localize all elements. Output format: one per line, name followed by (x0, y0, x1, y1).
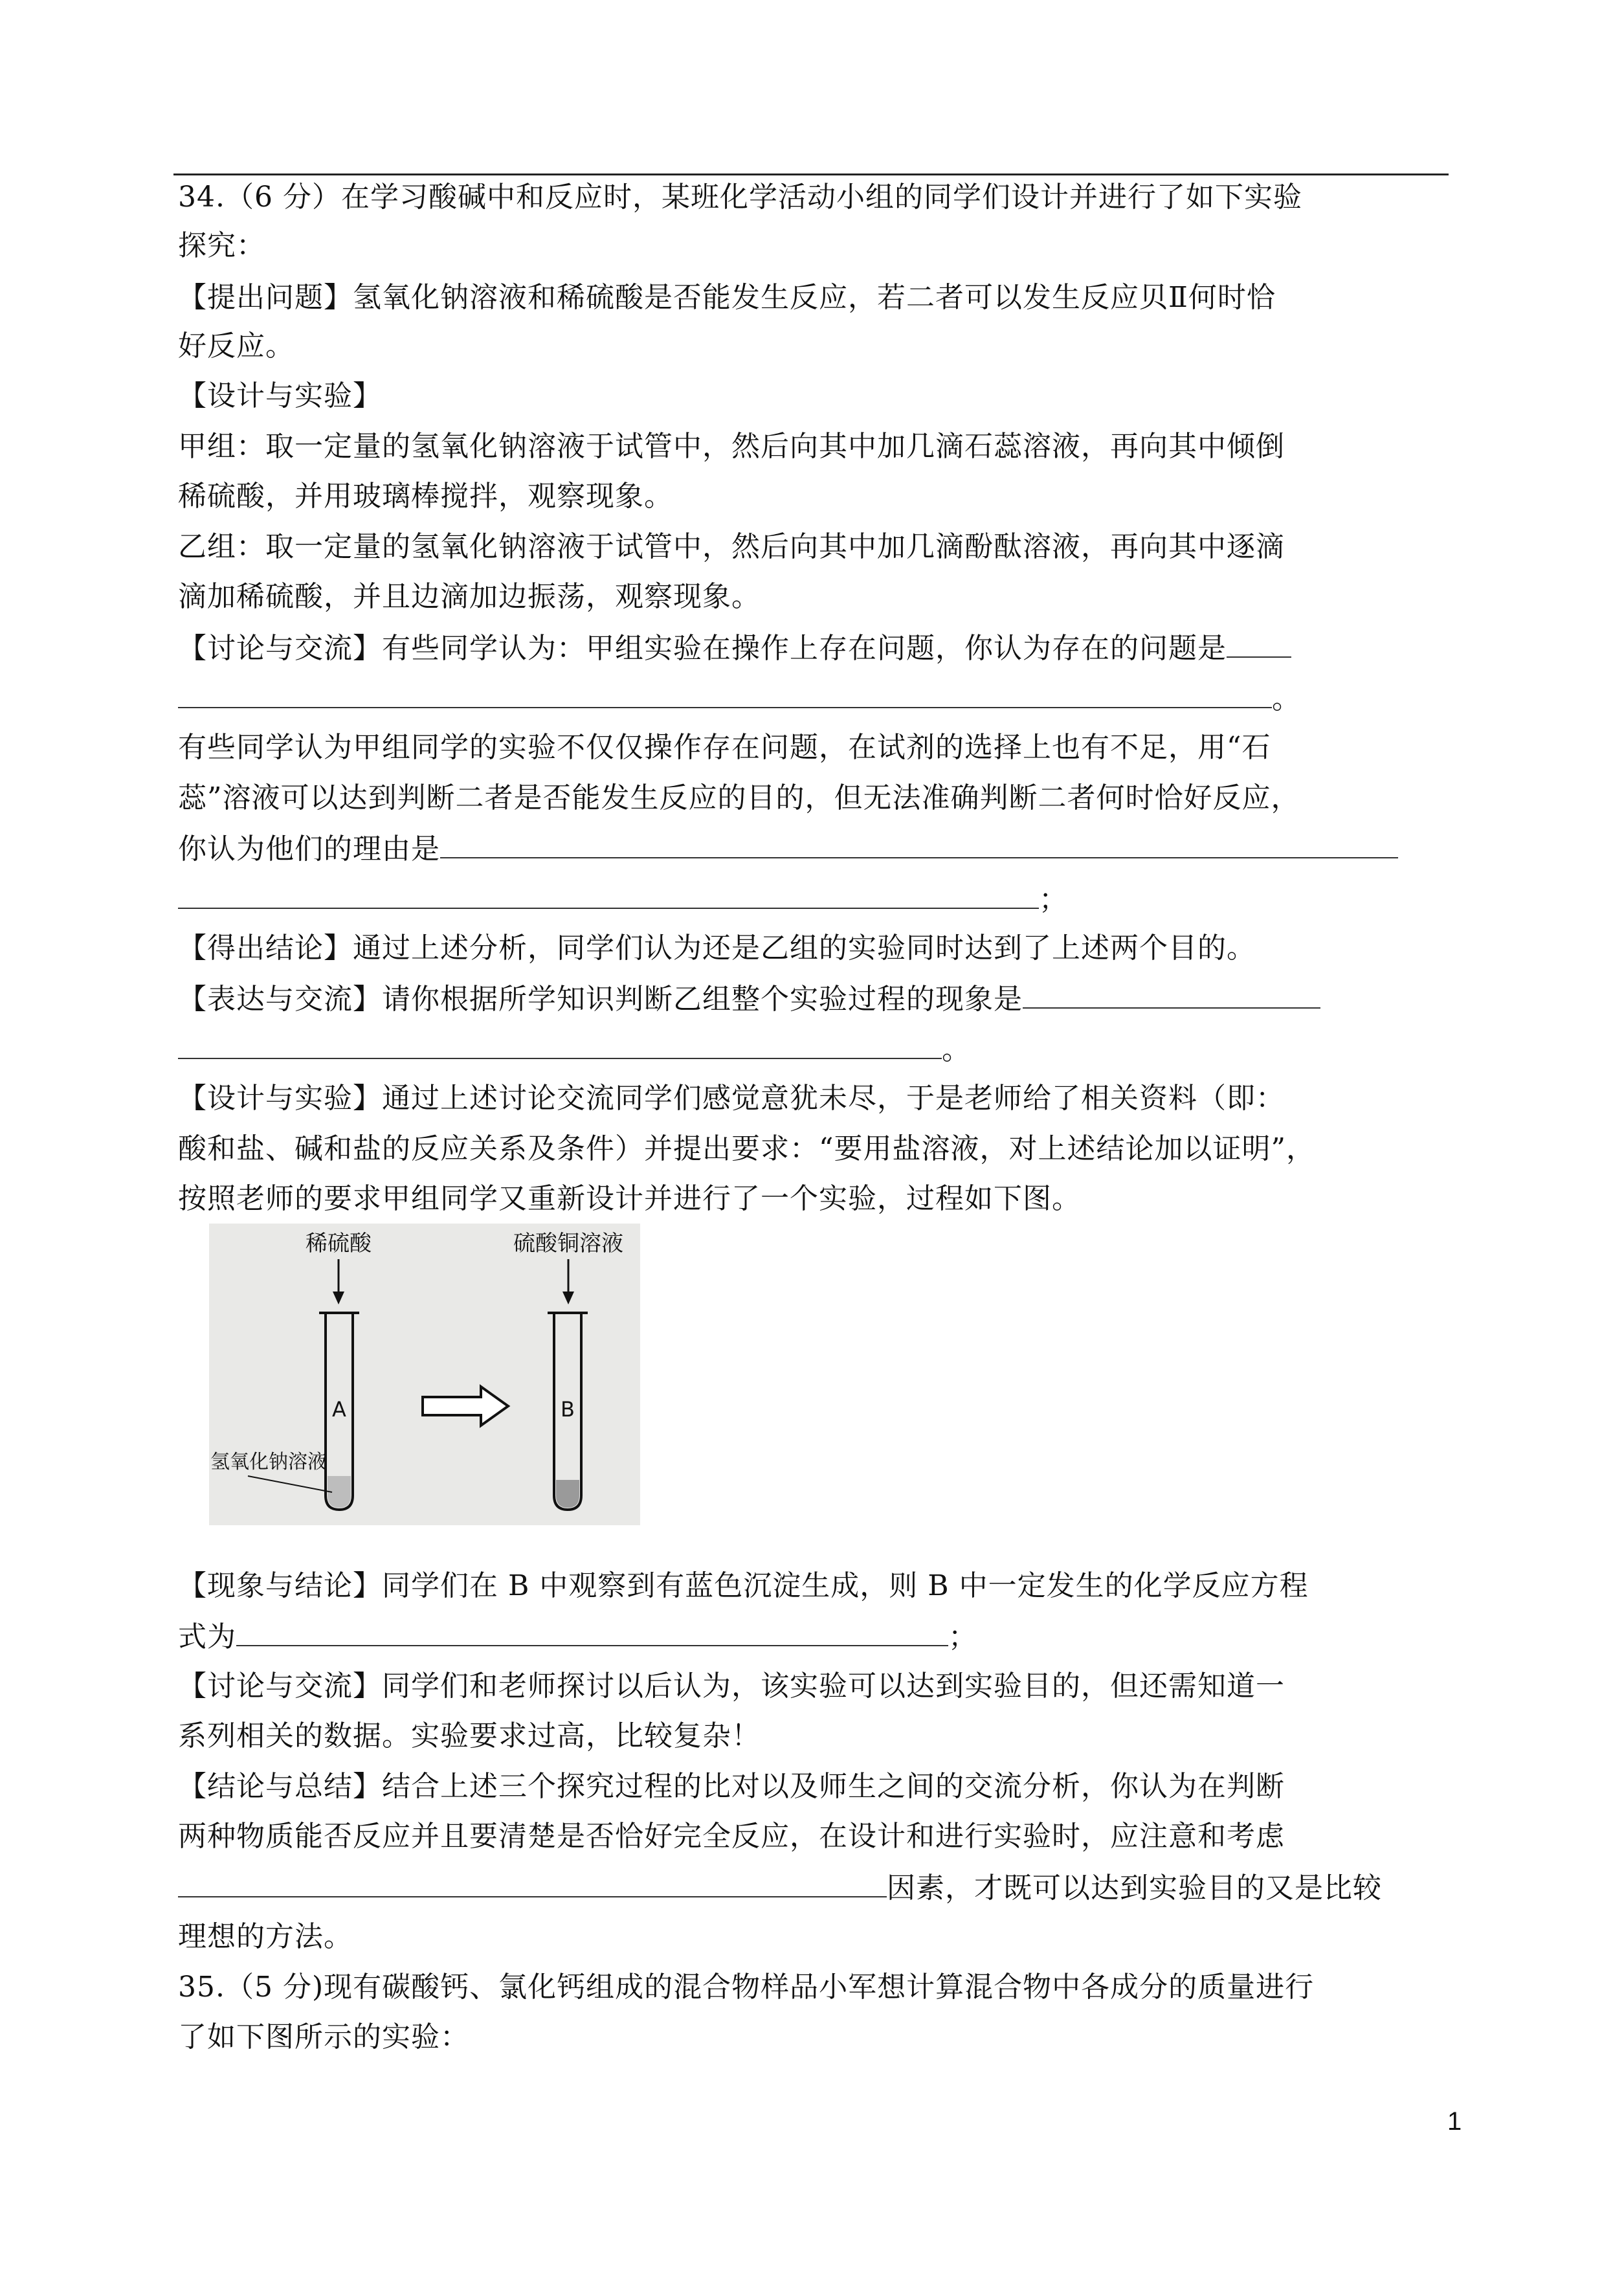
label-sodium-hydroxide: 氢氧化钠溶液 (210, 1451, 327, 1473)
q34-line-3: 【提出问题】氢氧化钠溶液和稀硫酸是否能发生反应，若二者可以发生反应贝Ⅱ何时恰 (178, 281, 1276, 314)
q34-line-6: 甲组：取一定量的氢氧化钠溶液于试管中，然后向其中加几滴石蕊溶液，再向其中倾倒 (178, 430, 1285, 463)
q34-line-1: 34.（6 分）在学习酸碱中和反应时，某班化学活动小组的同学们设计并进行了如下实验 (178, 181, 1302, 214)
transfer-arrow (423, 1387, 508, 1426)
q34-line-15 (178, 879, 1068, 919)
label-copper-sulfate: 硫酸铜溶液 (513, 1231, 623, 1257)
q34-line-21: 按照老师的要求甲组同学又重新设计并进行了一个实验，过程如下图。 (178, 1182, 1081, 1215)
q34-line-16: 【得出结论】通过上述分析，同学们认为还是乙组的实验同时达到了上述两个目的。 (178, 932, 1256, 965)
q34-line-11 (178, 678, 1301, 719)
answer-blank-5[interactable] (178, 1868, 887, 1897)
q34-line-12: 有些同学认为甲组同学的实验不仅仅操作存在问题，在试剂的选择上也有不足，用“石 (178, 731, 1271, 764)
q34-line-17 (178, 979, 1320, 1019)
label-dilute-sulfuric-acid: 稀硫酸 (306, 1231, 372, 1257)
q34-line-29: 理想的方法。 (178, 1920, 353, 1953)
q34-line-7: 稀硫酸，并用玻璃棒搅拌，观察现象。 (178, 480, 673, 513)
blue-precipitate (556, 1480, 579, 1508)
q34-line-18 (178, 1029, 971, 1069)
q34-line-9: 滴加稀硫酸，并且边滴加边振荡，观察现象。 (178, 580, 761, 613)
answer-blank-1b[interactable] (178, 678, 1272, 708)
q34-line-2: 探究： (178, 229, 265, 262)
q34-line-24: 【讨论与交流】同学们和老师探讨以后认为，该实验可以达到实验目的，但还需知道一 (178, 1670, 1285, 1703)
q35-line-2: 了如下图所示的实验： (178, 2020, 469, 2053)
experiment-figure (209, 1224, 640, 1525)
q34-line-28 (178, 1868, 1382, 1908)
q34-line-20: 酸和盐、碱和盐的反应关系及条件）并提出要求：“要用盐溶液，对上述结论加以证明”， (178, 1132, 1315, 1165)
q34-line-25: 系列相关的数据。实验要求过高，比较复杂！ (178, 1719, 761, 1752)
q34-line-5: 【设计与实验】 (178, 379, 382, 412)
q34-line-23-end: ； (948, 1620, 977, 1653)
tube-b-label: B (561, 1397, 575, 1422)
q34-line-8: 乙组：取一定量的氢氧化钠溶液于试管中，然后向其中加几滴酚酞溶液，再向其中逐滴 (178, 530, 1285, 563)
q34-line-22: 【现象与结论】同学们在 B 中观察到有蓝色沉淀生成，则 B 中一定发生的化学反应方程 (178, 1569, 1309, 1602)
q34-line-18-end: 。 (942, 1033, 971, 1066)
q34-line-10-text: 【讨论与交流】有些同学认为：甲组实验在操作上存在问题，你认为存在的问题是 (178, 632, 1227, 665)
answer-blank-2a[interactable] (440, 829, 1398, 858)
experiment-diagram (209, 1224, 640, 1525)
q34-line-4: 好反应。 (178, 330, 295, 363)
q34-line-14-text: 你认为他们的理由是 (178, 833, 440, 866)
header-rule (173, 173, 1449, 175)
answer-blank-3b[interactable] (178, 1029, 942, 1059)
q34-line-23-text: 式为 (178, 1620, 236, 1653)
q34-line-23 (178, 1616, 977, 1657)
q34-line-13: 蕊”溶液可以达到判断二者是否能发生反应的目的，但无法准确判断二者何时恰好反应， (178, 781, 1300, 814)
q34-line-27: 两种物质能否反应并且要清楚是否恰好完全反应，在设计和进行实验时，应注意和考虑 (178, 1820, 1285, 1853)
arrow-copper-head (562, 1292, 574, 1304)
tube-a-label: A (332, 1397, 346, 1422)
page-number: 1 (1447, 2107, 1462, 2136)
q34-line-19: 【设计与实验】通过上述讨论交流同学们感觉意犹未尽，于是老师给了相关资料（即： (178, 1082, 1285, 1115)
answer-blank-4[interactable] (236, 1616, 948, 1646)
answer-blank-1a[interactable] (1227, 628, 1291, 658)
answer-blank-3a[interactable] (1023, 979, 1320, 1009)
q34-line-26: 【结论与总结】结合上述三个探究过程的比对以及师生之间的交流分析，你认为在判断 (178, 1770, 1285, 1803)
answer-blank-2b[interactable] (178, 879, 1039, 909)
q34-line-14 (178, 829, 1398, 869)
q34-line-17-text: 【表达与交流】请你根据所学知识判断乙组整个实验过程的现象是 (178, 983, 1023, 1016)
q35-line-1: 35.（5 分)现有碳酸钙、氯化钙组成的混合物样品小军想计算混合物中各成分的质量进行 (178, 1971, 1315, 2004)
q34-line-15-end: ； (1039, 883, 1068, 916)
naoh-pointer-line (248, 1476, 332, 1492)
arrow-acid-head (333, 1292, 344, 1304)
q34-line-10 (178, 628, 1291, 668)
q34-line-11-end: 。 (1272, 682, 1301, 715)
q34-line-28-end: 因素，才既可以达到实验目的又是比较 (887, 1872, 1382, 1905)
